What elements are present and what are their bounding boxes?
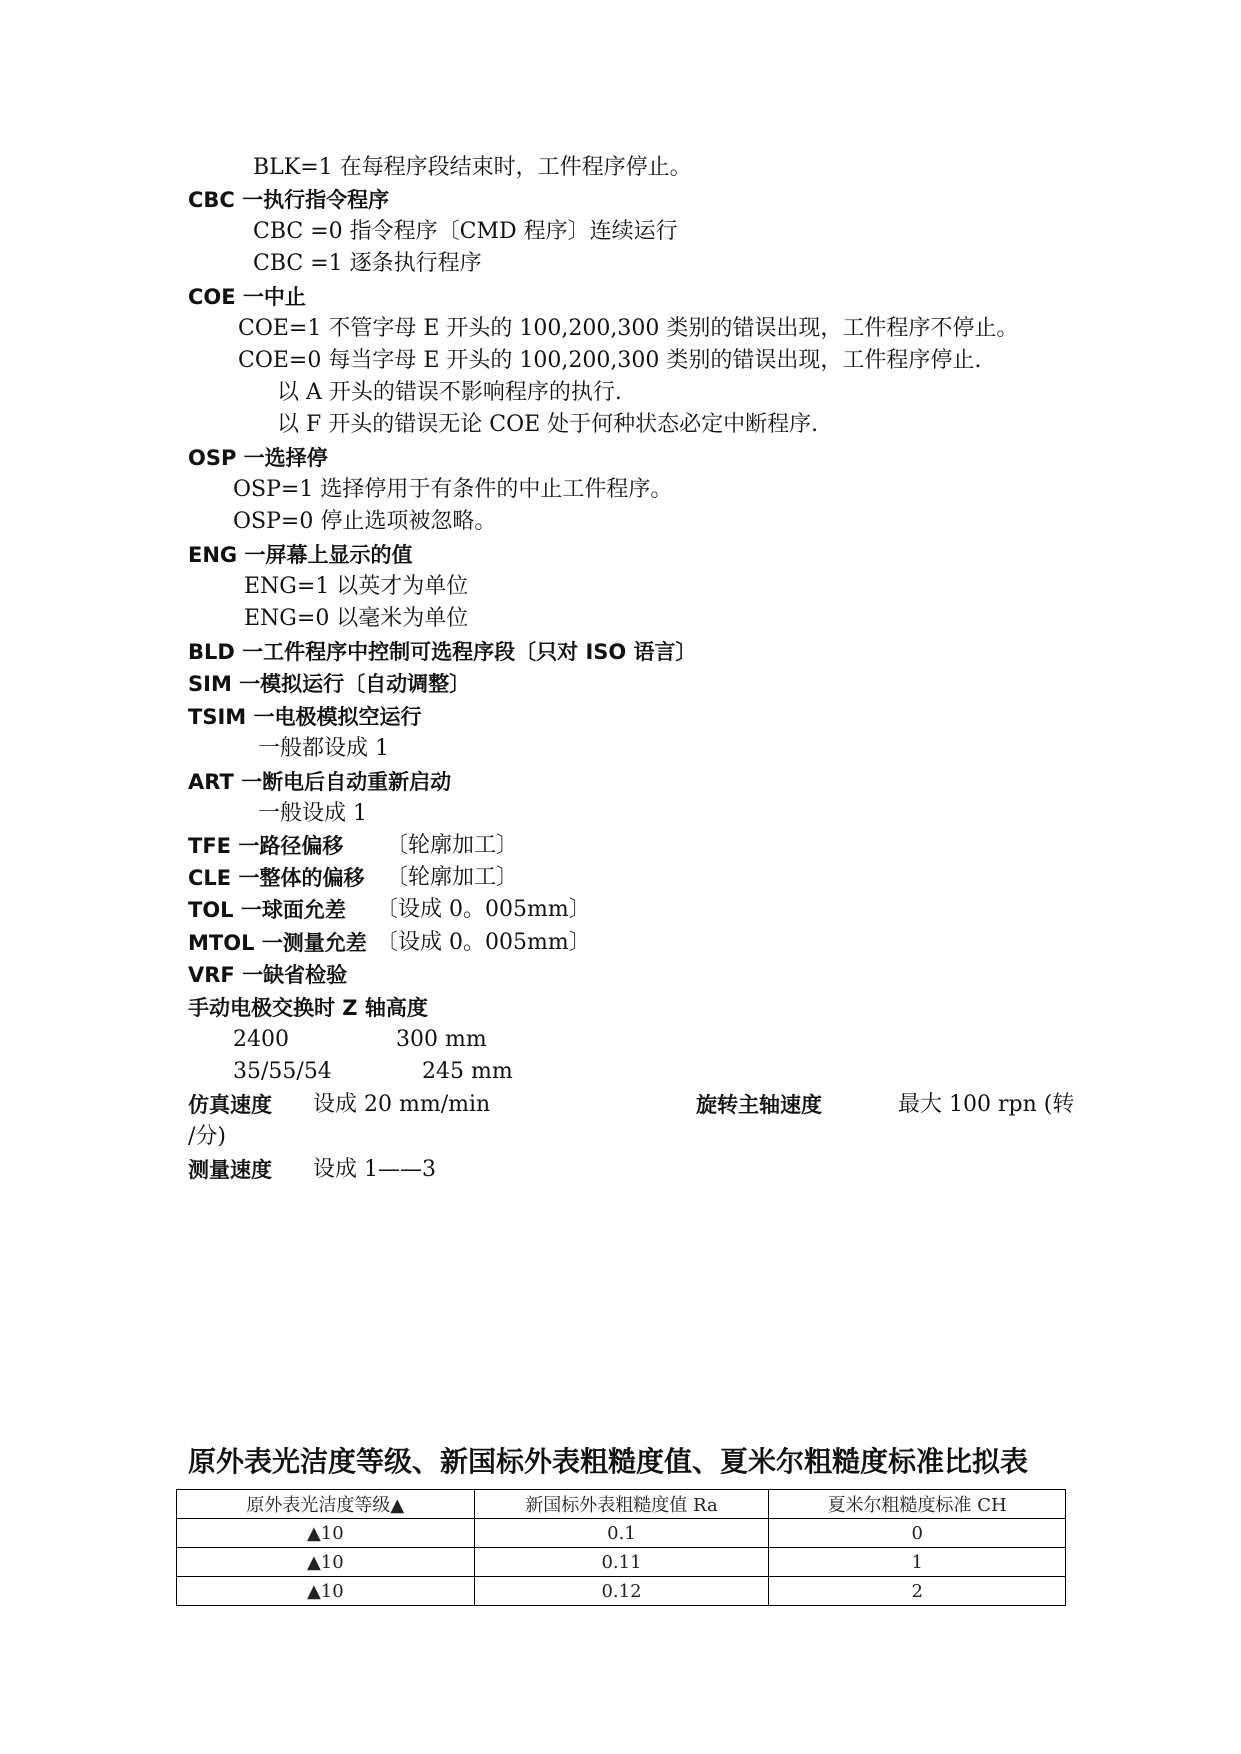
tsim-note: 一般都设成 1 — [258, 736, 389, 761]
cell-ra: 0.11 — [474, 1548, 769, 1577]
vrf-heading: VRF 一缺省检验 — [188, 963, 348, 987]
tol-heading: TOL 一球面允差 — [188, 898, 346, 922]
cell-grade: ▲10 — [177, 1577, 475, 1606]
measure-speed-value: 设成 1——3 — [313, 1157, 436, 1182]
cell-ra: 0.1 — [474, 1519, 769, 1548]
roughness-comparison-table — [176, 1489, 1066, 1606]
cell-ch: 2 — [769, 1577, 1066, 1606]
spindle-speed-value: 最大 100 rpn (转 — [898, 1092, 1075, 1117]
spindle-speed-unit: /分) — [188, 1124, 226, 1149]
cell-ch: 1 — [769, 1548, 1066, 1577]
mtol-heading: MTOL 一测量允差 — [188, 931, 367, 955]
art-heading: ART 一断电后自动重新启动 — [188, 770, 452, 794]
header-ra: 新国标外表粗糙度值 Ra — [474, 1490, 769, 1519]
art-note: 一般设成 1 — [258, 801, 367, 826]
sim-heading: SIM 一模拟运行〔自动调整〕 — [188, 672, 471, 696]
blk-desc: BLK=1 在每程序段结束时，工件程序停止。 — [253, 155, 692, 180]
eng-1: ENG=1 以英才为单位 — [244, 574, 469, 599]
osp-heading: OSP 一选择停 — [188, 446, 328, 470]
sim-speed-label: 仿真速度 — [188, 1093, 272, 1117]
cbc-1: CBC =1 逐条执行程序 — [253, 251, 482, 276]
osp-1: OSP=1 选择停用于有条件的中止工件程序。 — [233, 477, 673, 502]
tol-note: 〔设成 0。005mm〕 — [376, 897, 591, 922]
measure-speed-label: 测量速度 — [188, 1158, 272, 1182]
sim-speed-value: 设成 20 mm/min — [313, 1092, 491, 1117]
eng-0: ENG=0 以毫米为单位 — [244, 606, 469, 631]
cbc-heading: CBC 一执行指令程序 — [188, 188, 390, 212]
coe-note-f: 以 F 开头的错误无论 COE 处于何种状态必定中断程序. — [277, 412, 819, 437]
cell-grade: ▲10 — [177, 1548, 475, 1577]
cell-ch: 0 — [769, 1519, 1066, 1548]
osp-0: OSP=0 停止选项被忽略。 — [233, 509, 497, 534]
header-old-grade: 原外表光洁度等级▲ — [177, 1490, 475, 1519]
eng-heading: ENG 一屏幕上显示的值 — [188, 543, 413, 567]
coe-note-a: 以 A 开头的错误不影响程序的执行. — [277, 380, 622, 405]
bld-heading: BLD 一工件程序中控制可选程序段〔只对 ISO 语言〕 — [188, 640, 697, 664]
header-ch: 夏米尔粗糙度标准 CH — [769, 1490, 1066, 1519]
tfe-note: 〔轮廓加工〕 — [386, 833, 519, 858]
table-row — [177, 1548, 1066, 1577]
cle-heading: CLE 一整体的偏移 — [188, 866, 365, 890]
tfe-heading: TFE 一路径偏移 — [188, 834, 344, 858]
cbc-0: CBC =0 指令程序〔CMD 程序〕连续运行 — [253, 219, 678, 244]
cell-grade: ▲10 — [177, 1519, 475, 1548]
z-model-355554: 35/55/54 — [233, 1059, 332, 1084]
coe-heading: COE 一中止 — [188, 285, 306, 309]
z-height-heading: 手动电极交换时 Z 轴高度 — [188, 996, 428, 1020]
mtol-note: 〔设成 0。005mm〕 — [376, 930, 591, 955]
spindle-speed-label: 旋转主轴速度 — [696, 1093, 822, 1117]
z-model-2400: 2400 — [233, 1027, 289, 1052]
z-value-300: 300 mm — [396, 1027, 487, 1052]
tsim-heading: TSIM 一电极模拟空运行 — [188, 705, 422, 729]
table-header-row — [177, 1490, 1066, 1519]
coe-0: COE=0 每当字母 E 开头的 100,200,300 类别的错误出现，工件程序停止. — [238, 348, 982, 373]
cell-ra: 0.12 — [474, 1577, 769, 1606]
z-value-245: 245 mm — [422, 1059, 513, 1084]
coe-1: COE=1 不管字母 E 开头的 100,200,300 类别的错误出现，工件程序不停止。 — [238, 316, 1019, 341]
cle-note: 〔轮廓加工〕 — [386, 865, 519, 890]
table-row — [177, 1577, 1066, 1606]
table-title: 原外表光洁度等级、新国标外表粗糙度值、夏米尔粗糙度标准比拟表 — [188, 1445, 1029, 1478]
table-row — [177, 1519, 1066, 1548]
